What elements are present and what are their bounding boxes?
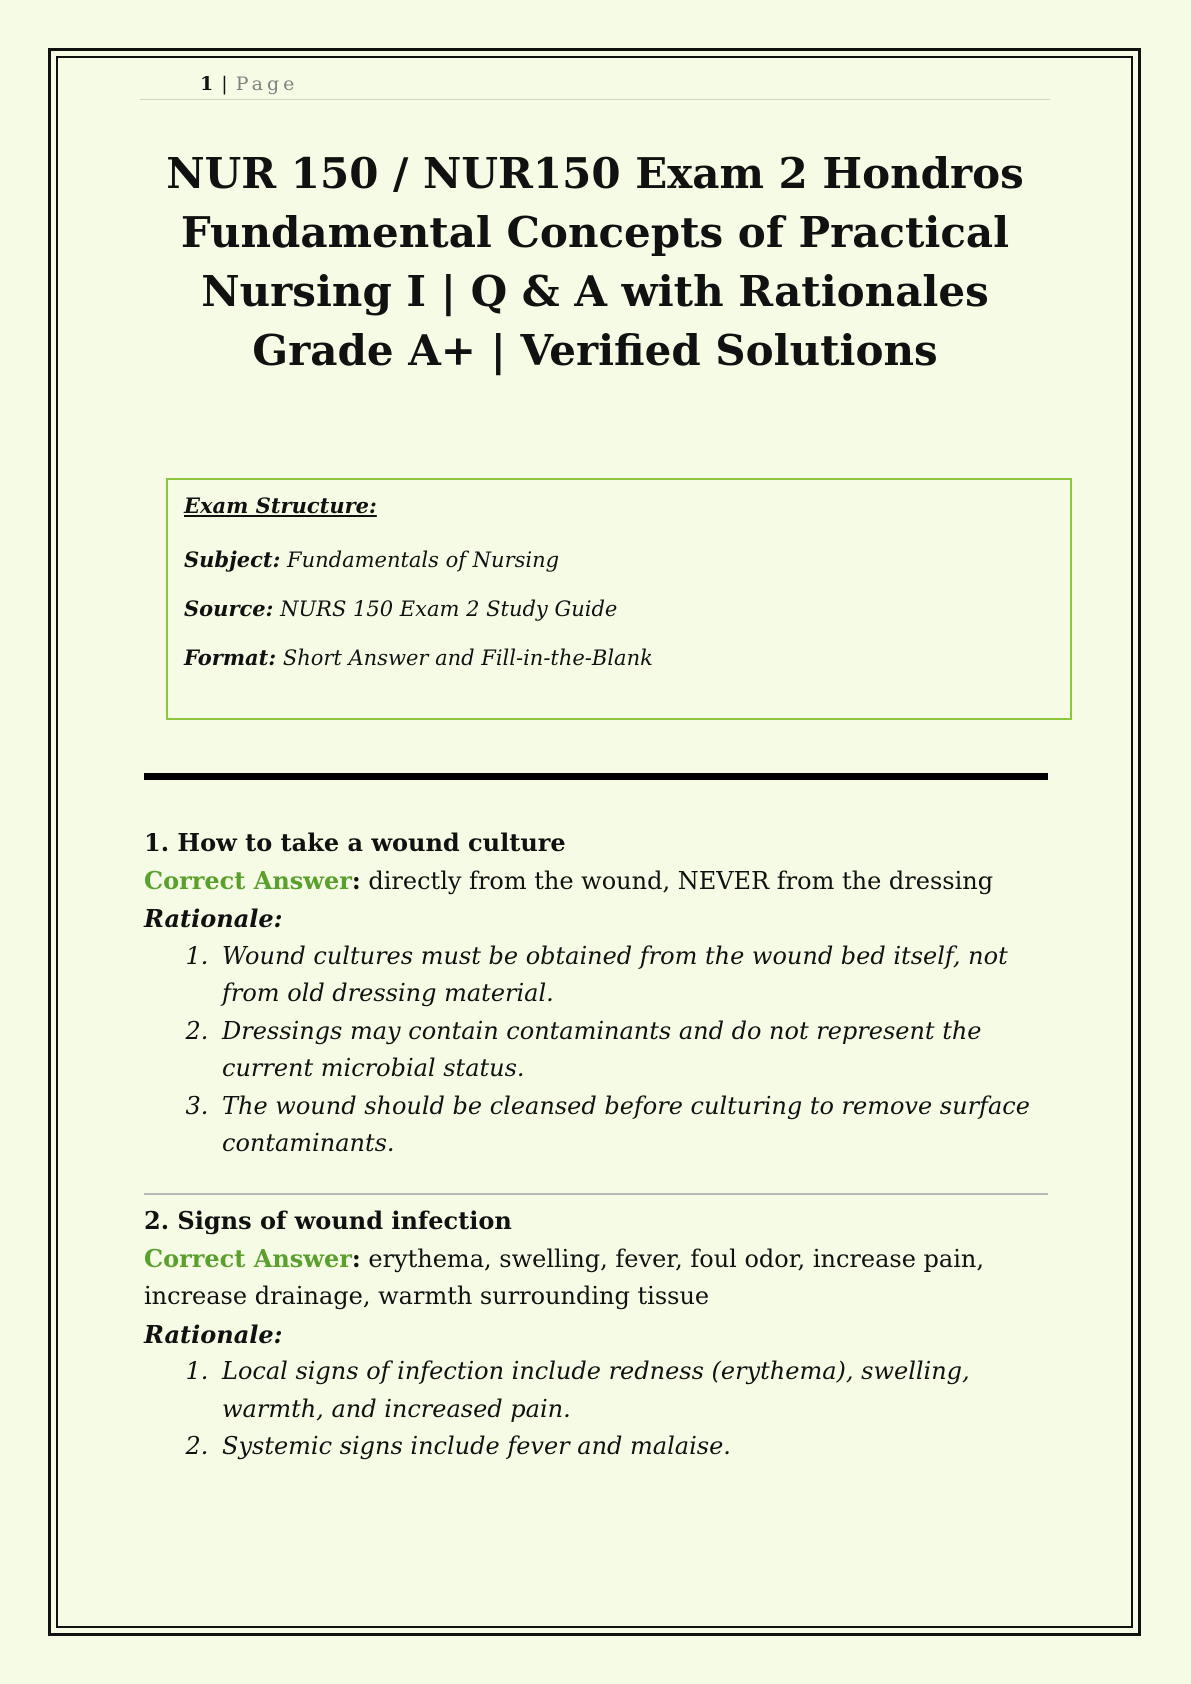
rationale-label: Rationale:: [144, 904, 283, 933]
subject-row: [184, 546, 1054, 574]
correct-answer: Correct Answer: erythema, swelling, fever, foul odor, increase pain, increase drainage, warmth surrounding tissue: [144, 1243, 984, 1310]
rationale-item: 1. Wound cultures must be obtained from the wound bed itself, not from old dressing material.: [216, 938, 1048, 1013]
format-value: Short Answer and Fill-in-the-Blank: [282, 646, 653, 670]
rationale-item: 3. The wound should be cleansed before culturing to remove surface contaminants.: [216, 1088, 1048, 1163]
page-header: [140, 72, 1050, 100]
exam-structure-heading: Exam Structure:: [184, 493, 377, 518]
exam-structure-box: [166, 478, 1072, 720]
rationale-list: [144, 938, 1048, 1163]
rationale-label: Rationale:: [144, 1319, 283, 1349]
subject-label: Subject:: [184, 547, 281, 572]
correct-answer-text: directly from the wound, NEVER from the dressing: [368, 866, 994, 895]
rationale-item: 1. Local signs of infection include redness (erythema), swelling, warmth, and increased pain.: [216, 1353, 1048, 1428]
page-separator: |: [221, 73, 228, 95]
source-label: Source:: [184, 596, 274, 621]
document-title: NUR 150 / NUR150 Exam 2 Hondros Fundamental Concepts of Practical Nursing I | Q & A with Rationales Grade A+ | Verified Solutions: [166, 149, 1024, 375]
correct-answer-label: Correct Answer: [144, 1243, 352, 1273]
source-value: NURS 150 Exam 2 Study Guide: [280, 597, 618, 621]
section-divider: [144, 773, 1048, 780]
page-word: Page: [235, 73, 299, 95]
rationale-item: 2. Dressings may contain contaminants and do not represent the current microbial status.: [216, 1013, 1048, 1088]
correct-answer-label: Correct Answer: [144, 865, 352, 895]
rationale-list: [144, 1353, 1048, 1466]
question-block: [144, 1202, 1048, 1466]
format-row: [184, 644, 1054, 672]
question-title: 2. Signs of wound infection: [144, 1206, 512, 1235]
page-number: 1: [200, 73, 214, 95]
rationale-item: 2. Systemic signs include fever and malaise.: [216, 1428, 1048, 1466]
correct-answer-text: erythema, swelling, fever, foul odor, increase pain, increase drainage, warmth surrounding tissue: [144, 1244, 984, 1310]
question-block: [144, 824, 1048, 1163]
question-title: 1. How to take a wound culture: [144, 828, 566, 857]
format-label: Format:: [184, 645, 277, 670]
source-row: [184, 595, 1054, 623]
correct-answer: Correct Answer: directly from the wound, NEVER from the dressing: [144, 865, 994, 895]
subject-value: Fundamentals of Nursing: [287, 548, 560, 572]
question-divider: [144, 1193, 1048, 1195]
